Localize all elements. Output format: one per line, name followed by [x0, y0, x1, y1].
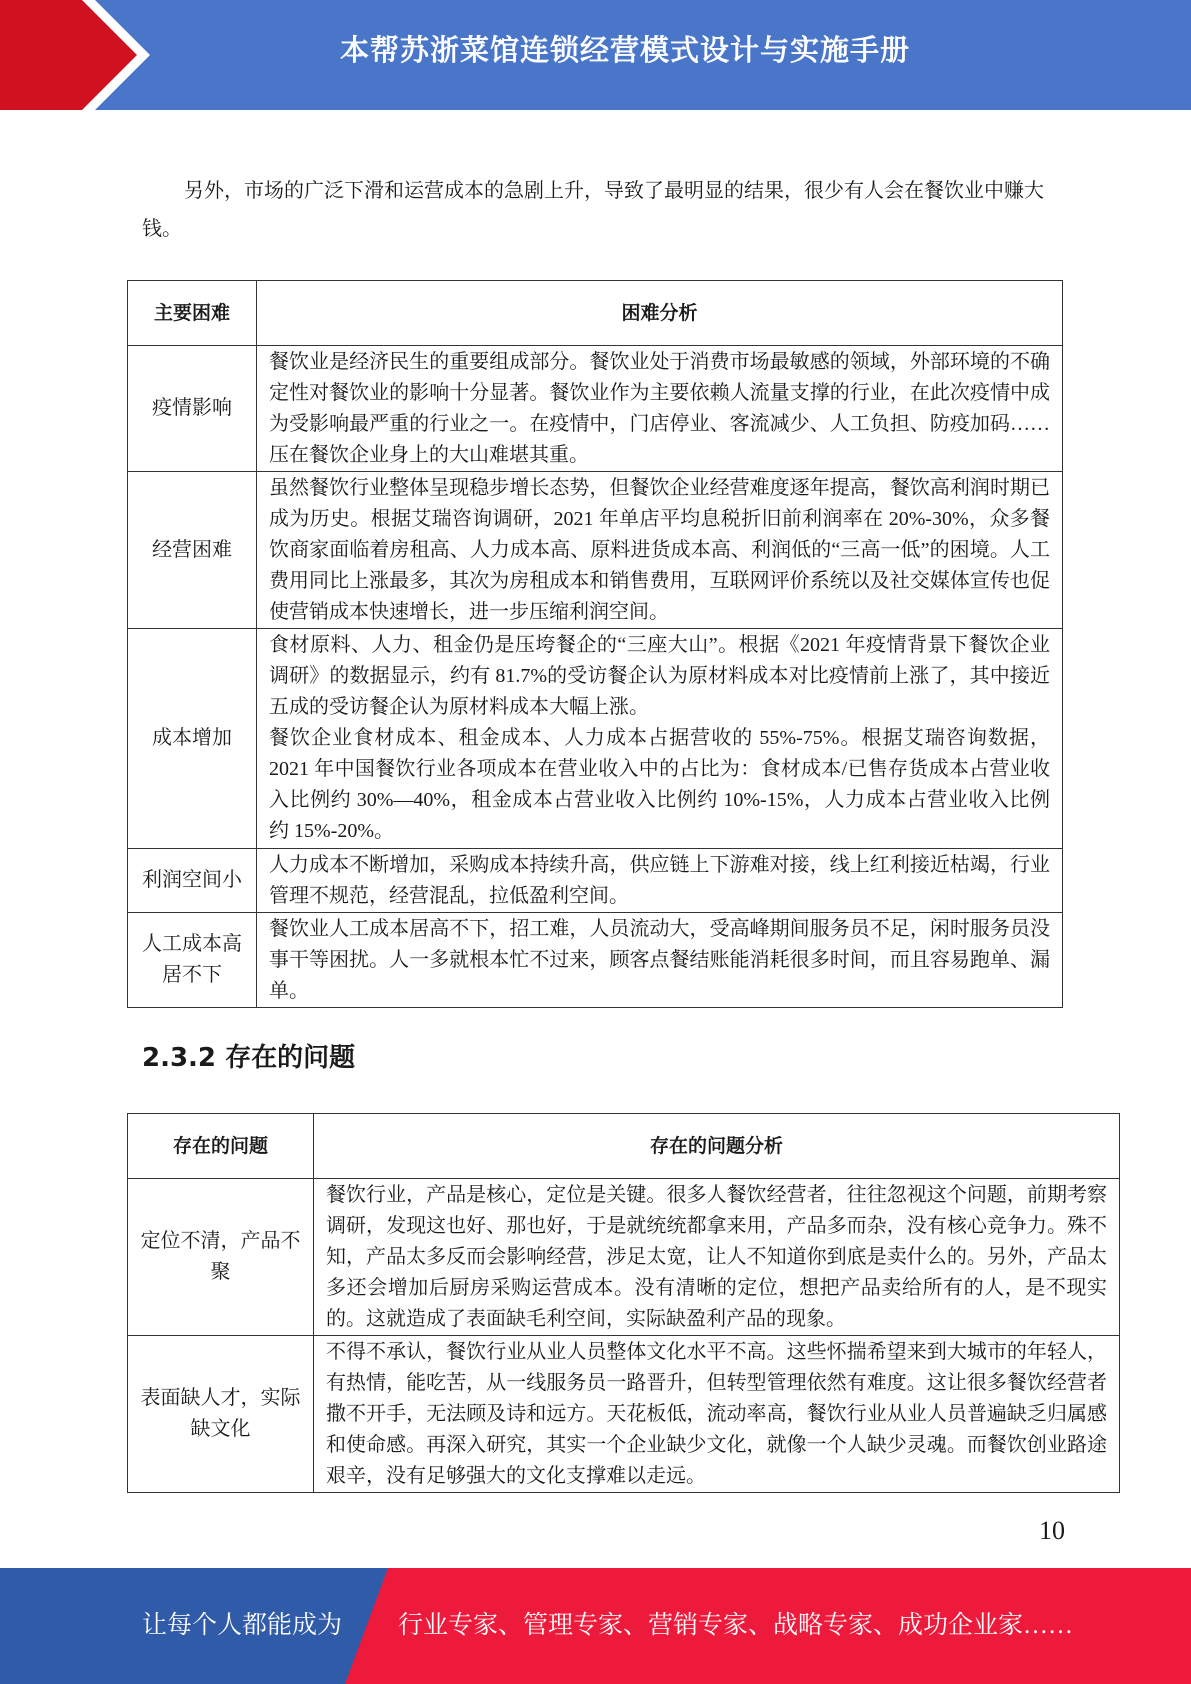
row-description: 餐饮业人工成本居高不下，招工难，人员流动大，受高峰期间服务员不足，闲时服务员没事干等困扰。人一多就根本忙不过来，顾客点餐结账能消耗很多时间，而且容易跑单、漏单。: [257, 913, 1063, 1008]
table-row: [128, 346, 1063, 472]
column-header-difficulty: 主要困难: [128, 281, 257, 346]
table-row: [128, 472, 1063, 629]
page-footer: [0, 1568, 1191, 1684]
row-description-paragraph-1: 食材原料、人力、租金仍是压垮餐企的“三座大山”。根据《2021 年疫情背景下餐饮企业调研》的数据显示，约有 81.7%的受访餐企认为原材料成本对比疫情前上涨了，其中接近五成的受访餐企认为原材料成本大幅上涨。: [269, 634, 1050, 718]
row-label: 疫情影响: [128, 346, 257, 472]
row-label: 利润空间小: [128, 849, 257, 913]
table-row: [128, 629, 1063, 849]
table-header-row: [128, 1114, 1120, 1179]
header-arrow-decoration: [0, 0, 150, 110]
column-header-problem: 存在的问题: [128, 1114, 314, 1179]
row-description: 虽然餐饮行业整体呈现稳步增长态势，但餐饮企业经营难度逐年提高，餐饮高利润时期已成为历史。根据艾瑞咨询调研，2021 年单店平均息税折旧前利润率在 20%-30%，众多餐饮商家面临着房租高、人力成本高、原料进货成本高、利润低的“三高一低”的困境。人工费用同比上涨最多，其次为房租成本和销售费用，互联网评价系统以及社交媒体宣传也促使营销成本快速增长，进一步压缩利润空间。: [257, 472, 1063, 629]
row-description: [257, 629, 1063, 849]
difficulties-table: [127, 280, 1063, 1008]
row-label: 成本增加: [128, 629, 257, 849]
column-header-analysis: 困难分析: [257, 281, 1063, 346]
row-description: 不得不承认，餐饮行业从业人员整体文化水平不高。这些怀揣希望来到大城市的年轻人，有热情，能吃苦，从一线服务员一路晋升，但转型管理依然有难度。这让很多餐饮经营者撒不开手，无法顾及诗和远方。天花板低，流动率高，餐饮行业从业人员普遍缺乏归属感和使命感。再深入研究，其实一个企业缺少文化，就像一个人缺少灵魂。而餐饮创业路途艰辛，没有足够强大的文化支撑难以走远。: [314, 1336, 1120, 1493]
table-row: [128, 849, 1063, 913]
section-heading: 2.3.2 存在的问题: [142, 1043, 356, 1073]
document-title: 本帮苏浙菜馆连锁经营模式设计与实施手册: [339, 33, 910, 67]
table-row: [128, 1336, 1120, 1493]
problems-table: [127, 1113, 1120, 1493]
table-row: [128, 913, 1063, 1008]
table-header-row: [128, 281, 1063, 346]
row-label: 经营困难: [128, 472, 257, 629]
page-number: 10: [1039, 1516, 1065, 1545]
page-header: [0, 0, 1191, 110]
intro-paragraph: 另外，市场的广泛下滑和运营成本的急剧上升，导致了最明显的结果，很少有人会在餐饮业中赚大钱。: [142, 180, 1044, 240]
table-row: [128, 1179, 1120, 1336]
row-description: 餐饮业是经济民生的重要组成部分。餐饮业处于消费市场最敏感的领域，外部环境的不确定性对餐饮业的影响十分显著。餐饮业作为主要依赖人流量支撑的行业，在此次疫情中成为受影响最严重的行业之一。在疫情中，门店停业、客流减少、人工负担、防疫加码……压在餐饮企业身上的大山难堪其重。: [257, 346, 1063, 472]
column-header-problem-analysis: 存在的问题分析: [314, 1114, 1120, 1179]
footer-slogan-right: 行业专家、管理专家、营销专家、战略专家、成功企业家……: [398, 1612, 1074, 1639]
row-label: 表面缺人才，实际缺文化: [128, 1336, 314, 1493]
row-label: 定位不清，产品不聚: [128, 1179, 314, 1336]
row-description-paragraph-2: 餐饮企业食材成本、租金成本、人力成本占据营收的 55%-75%。根据艾瑞咨询数据，2021 年中国餐饮行业各项成本在营业收入中的占比为：食材成本/已售存货成本占营业收入比例约 30%—40%，租金成本占营业收入比例约 10%-15%，人力成本占营业收入比例约 15%-20%。: [269, 727, 1050, 842]
row-label: 人工成本高居不下: [128, 913, 257, 1008]
row-description: 餐饮行业，产品是核心，定位是关键。很多人餐饮经营者，往往忽视这个问题，前期考察调研，发现这也好、那也好，于是就统统都拿来用，产品多而杂，没有核心竞争力。殊不知，产品太多反而会影响经营，涉足太宽，让人不知道你到底是卖什么的。另外，产品太多还会增加后厨房采购运营成本。没有清晰的定位，想把产品卖给所有的人，是不现实的。这就造成了表面缺毛利空间，实际缺盈利产品的现象。: [314, 1179, 1120, 1336]
row-description: 人力成本不断增加，采购成本持续升高，供应链上下游难对接，线上红利接近枯竭，行业管理不规范，经营混乱，拉低盈利空间。: [257, 849, 1063, 913]
footer-slogan-left: 让每个人都能成为: [142, 1612, 343, 1639]
